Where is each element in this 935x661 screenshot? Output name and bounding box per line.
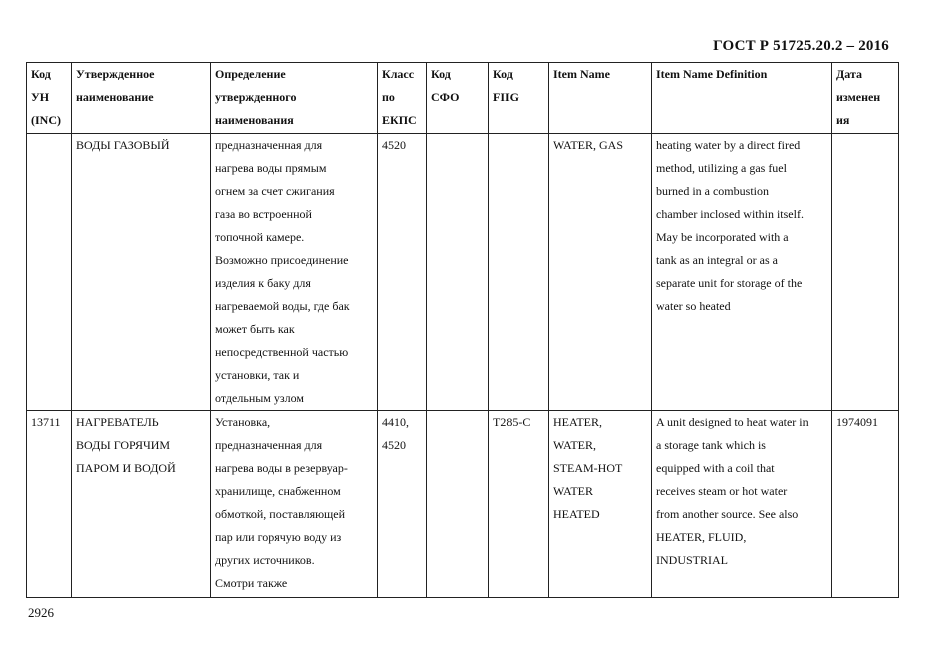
- cell-sfo-code: [427, 134, 489, 411]
- col-header-date-changed: Дата изменен ия: [832, 63, 899, 134]
- standard-designation: ГОСТ Р 51725.20.2 – 2016: [713, 38, 889, 54]
- cell-date-changed: 1974091: [832, 411, 899, 598]
- cell-item-definition: A unit designed to heat water in a storage tank which is equipped with a coil that receives steam or hot water from another source. See also HEATER, FLUID, INDUSTRIAL: [652, 411, 832, 598]
- cell-sfo-code: [427, 411, 489, 598]
- page-number: 2926: [28, 605, 54, 620]
- table-row: [27, 411, 899, 598]
- cell-class-ekps: 4410, 4520: [378, 411, 427, 598]
- cell-approved-name: НАГРЕВАТЕЛЬ ВОДЫ ГОРЯЧИМ ПАРОМ И ВОДОЙ: [72, 411, 211, 598]
- col-header-item-name: Item Name: [549, 63, 652, 134]
- cell-fiig-code: T285-C: [489, 411, 549, 598]
- col-header-item-definition: Item Name Definition: [652, 63, 832, 134]
- col-header-sfo-code: Код СФО: [427, 63, 489, 134]
- cell-definition: предназначенная для нагрева воды прямым огнем за счет сжигания газа во встроенной топочной камере. Возможно присоединение изделия к баку для нагреваемой воды, где бак может быть как непосредственной частью установки, так и отдельным узлом: [211, 134, 378, 411]
- cell-item-name: WATER, GAS: [549, 134, 652, 411]
- cell-date-changed: [832, 134, 899, 411]
- cell-item-definition: heating water by a direct fired method, utilizing a gas fuel burned in a combustion chamber inclosed within itself. May be incorporated with a tank as an integral or as a separate unit for storage of the water so heated: [652, 134, 832, 411]
- table-row: [27, 134, 899, 411]
- cell-item-name: HEATER, WATER, STEAM-HOT WATER HEATED: [549, 411, 652, 598]
- col-header-class-ekps: Класс по ЕКПС: [378, 63, 427, 134]
- col-header-definition: Определение утвержденного наименования: [211, 63, 378, 134]
- cell-fiig-code: [489, 134, 549, 411]
- col-header-approved-name: Утвержденное наименование: [72, 63, 211, 134]
- col-header-fiig-code: Код FIIG: [489, 63, 549, 134]
- cell-class-ekps: 4520: [378, 134, 427, 411]
- cell-inc: 13711: [27, 411, 72, 598]
- cell-inc: [27, 134, 72, 411]
- table-header-row: [27, 63, 899, 134]
- cell-approved-name: ВОДЫ ГАЗОВЫЙ: [72, 134, 211, 411]
- catalog-table: [26, 62, 899, 598]
- col-header-inc: Код УН (INC): [27, 63, 72, 134]
- cell-definition: Установка, предназначенная для нагрева воды в резервуар- хранилище, снабженном обмоткой, поставляющей пар или горячую воду из других источников. Смотри также: [211, 411, 378, 598]
